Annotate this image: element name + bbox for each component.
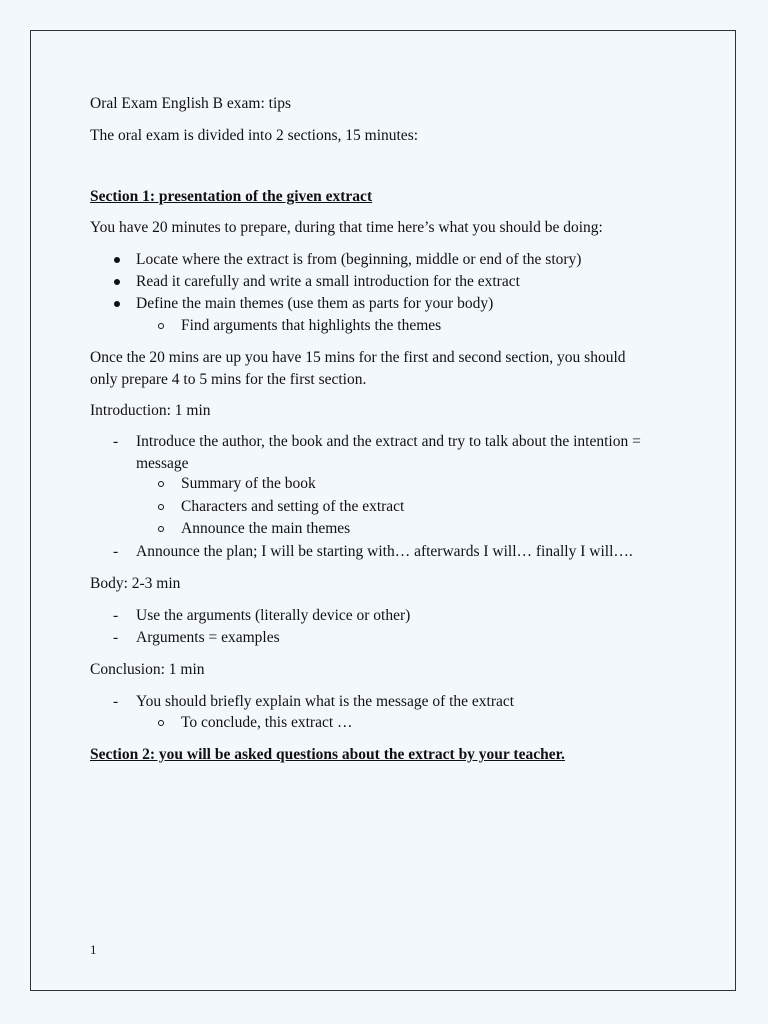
sub-bullet-marker [158, 481, 164, 487]
dash-marker: - [113, 693, 119, 710]
document-title: Oral Exam English B exam: tips [90, 95, 292, 112]
dash-marker: - [113, 433, 119, 450]
list-item: Use the arguments (literally device or other) [136, 607, 411, 624]
section2-heading: Section 2: you will be asked questions about the extract by your teacher. [90, 746, 565, 763]
list-item: Arguments = examples [136, 629, 280, 646]
page-number: 1 [90, 942, 97, 957]
sub-list-item: Find arguments that highlights the themes [181, 317, 442, 334]
bullet-marker [114, 257, 120, 263]
bullet-marker [114, 301, 120, 307]
sub-bullet-marker [158, 526, 164, 532]
sub-list-item: Characters and setting of the extract [181, 498, 405, 515]
list-item: You should briefly explain what is the message of the extract [136, 693, 515, 710]
sub-bullet-marker [158, 504, 164, 510]
list-item: Define the main themes (use them as parts for your body) [136, 295, 494, 312]
sub-list-item: Summary of the book [181, 475, 316, 492]
dash-marker: - [113, 629, 119, 646]
sub-bullet-marker [158, 323, 164, 329]
prep-line: You have 20 minutes to prepare, during that time here’s what you should be doing: [90, 219, 603, 236]
sub-bullet-marker [158, 720, 164, 726]
intro-line: The oral exam is divided into 2 sections, 15 minutes: [90, 127, 419, 144]
list-item: Read it carefully and write a small introduction for the extract [136, 273, 520, 290]
list-item: Introduce the author, the book and the extract and try to talk about the intention = [136, 433, 641, 450]
list-item: Announce the plan; I will be starting with… afterwards I will… finally I will…. [136, 543, 633, 560]
list-item: Locate where the extract is from (beginning, middle or end of the story) [136, 251, 582, 268]
dash-marker: - [113, 543, 119, 560]
introduction-label: Introduction: 1 min [90, 402, 211, 419]
dash-marker: - [113, 607, 119, 624]
sub-list-item: To conclude, this extract … [181, 714, 353, 731]
body-label: Body: 2-3 min [90, 575, 181, 592]
bullet-marker [114, 279, 120, 285]
conclusion-label: Conclusion: 1 min [90, 661, 205, 678]
after-prep-line-2: only prepare 4 to 5 mins for the first section. [90, 371, 367, 388]
section1-heading: Section 1: presentation of the given extract [90, 188, 373, 205]
after-prep-line-1: Once the 20 mins are up you have 15 mins for the first and second section, you should [90, 349, 626, 366]
sub-list-item: Announce the main themes [181, 520, 351, 537]
list-item-continued: message [136, 455, 189, 472]
